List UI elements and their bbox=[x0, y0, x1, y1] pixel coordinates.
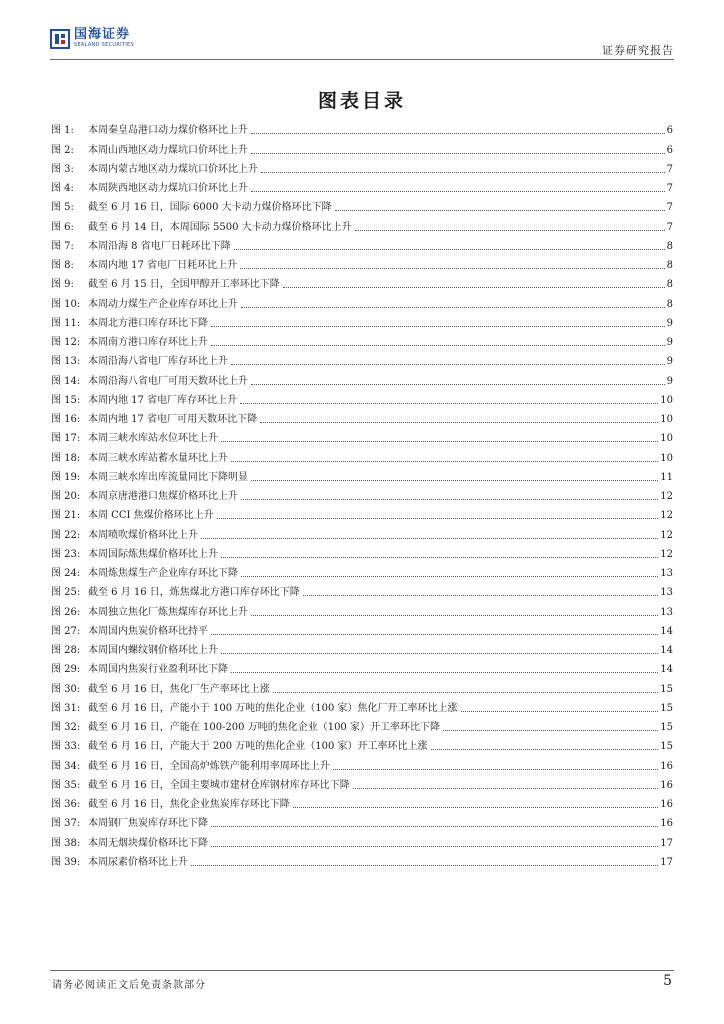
toc-figure-number: 图 16: bbox=[51, 414, 81, 425]
toc-dot-leader bbox=[283, 287, 665, 288]
toc-figure-number: 图 3: bbox=[51, 163, 74, 175]
toc-dot-leader bbox=[461, 711, 659, 712]
toc-page-number: 16 bbox=[660, 760, 673, 772]
toc-page-number: 10 bbox=[660, 414, 673, 425]
toc-page-number: 9 bbox=[666, 337, 673, 348]
toc-figure-title: 截至 6 月 16 日，全国高炉炼铁产能利用率周环比上升 bbox=[88, 760, 330, 772]
toc-figure-number: 图 26: bbox=[51, 606, 81, 618]
toc-figure-title: 本周山西地区动力煤坑口价环比上升 bbox=[88, 144, 248, 156]
toc-figure-title: 截至 6 月 16 日，产能在 100-200 万吨的焦化企业（100 家）开工率环比下降 bbox=[88, 722, 440, 733]
toc-page-number: 8 bbox=[666, 260, 673, 271]
toc-page-number: 10 bbox=[660, 433, 673, 445]
sealand-logo-icon bbox=[50, 29, 70, 49]
toc-figure-number: 图 29: bbox=[51, 664, 81, 676]
toc-figure-number: 图 15: bbox=[51, 394, 81, 406]
toc-figure-title: 本周北方港口库存环比下降 bbox=[88, 317, 208, 329]
toc-page-number: 15 bbox=[660, 683, 673, 695]
toc-figure-title: 本周三峡水库站水位环比上升 bbox=[88, 433, 218, 445]
toc-entry[interactable] bbox=[51, 253, 673, 272]
toc-figure-title: 本周内地 17 省电厂日耗环比上升 bbox=[88, 260, 238, 271]
toc-dot-leader bbox=[211, 345, 665, 346]
toc-figure-title: 截至 6 月 16 日，焦化厂生产率环比上涨 bbox=[88, 683, 270, 695]
toc-figure-title: 本周国内焦炭行业盈利环比下降 bbox=[88, 664, 228, 676]
toc-dot-leader bbox=[251, 153, 665, 154]
toc-dot-leader bbox=[211, 846, 658, 847]
toc-figure-title: 本周国内焦炭价格环比持平 bbox=[88, 625, 208, 637]
toc-dot-leader bbox=[191, 865, 658, 866]
toc-figure-number: 图 36: bbox=[51, 799, 81, 810]
toc-page-number: 15 bbox=[660, 741, 673, 753]
toc-figure-number: 图 22: bbox=[51, 529, 81, 541]
toc-page-number: 6 bbox=[666, 125, 673, 137]
toc-entry[interactable] bbox=[51, 580, 673, 599]
toc-dot-leader bbox=[221, 653, 658, 654]
toc-figure-number: 图 20: bbox=[51, 491, 81, 502]
toc-figure-number: 图 5: bbox=[51, 202, 74, 214]
toc-dot-leader bbox=[443, 730, 658, 731]
toc-entry[interactable] bbox=[51, 368, 673, 387]
toc-dot-leader bbox=[217, 518, 659, 519]
toc-figure-title: 本周 CCI 焦煤价格环比上升 bbox=[88, 510, 214, 522]
toc-page-number: 14 bbox=[660, 645, 673, 656]
toc-page-number: 10 bbox=[660, 394, 673, 406]
toc-figure-title: 本周内地 17 省电厂库存环比上升 bbox=[88, 394, 238, 406]
toc-page-number: 7 bbox=[666, 221, 673, 233]
toc-page-number: 9 bbox=[666, 375, 673, 387]
toc-figure-number: 图 11: bbox=[51, 317, 81, 329]
toc-dot-leader bbox=[333, 769, 658, 770]
toc-figure-title: 本周京唐港港口焦煤价格环比上升 bbox=[88, 491, 238, 502]
toc-figure-number: 图 12: bbox=[51, 337, 81, 348]
company-logo bbox=[50, 28, 134, 49]
toc-entry[interactable] bbox=[51, 811, 673, 830]
footer-divider bbox=[50, 970, 674, 971]
toc-figure-title: 本周沿海八省电厂库存环比上升 bbox=[88, 356, 228, 368]
toc-dot-leader bbox=[234, 249, 665, 250]
toc-dot-leader bbox=[240, 403, 658, 404]
toc-dot-leader bbox=[231, 364, 665, 365]
toc-entry[interactable] bbox=[51, 157, 673, 176]
toc-figure-title: 本周尿素价格环比上升 bbox=[88, 856, 188, 868]
toc-page-number: 7 bbox=[666, 163, 673, 175]
toc-figure-title: 本周沿海 8 省电厂日耗环比下降 bbox=[88, 240, 231, 252]
toc-entry[interactable] bbox=[51, 388, 673, 407]
toc-figure-number: 图 21: bbox=[51, 510, 81, 522]
toc-page-number: 16 bbox=[660, 779, 673, 791]
toc-figure-number: 图 31: bbox=[51, 702, 81, 714]
toc-entry[interactable] bbox=[51, 214, 673, 233]
toc-dot-leader bbox=[335, 210, 665, 211]
toc-figure-number: 图 37: bbox=[51, 818, 81, 830]
toc-page-number: 12 bbox=[660, 548, 673, 560]
toc-figure-number: 图 38: bbox=[51, 837, 81, 849]
logo-english-name: SEALAND SECURITIES bbox=[74, 42, 134, 48]
toc-dot-leader bbox=[355, 230, 665, 231]
toc-entry[interactable] bbox=[51, 522, 673, 541]
figure-index-list bbox=[51, 118, 673, 869]
toc-entry[interactable] bbox=[51, 465, 673, 484]
toc-figure-title: 本周南方港口库存环比上升 bbox=[88, 337, 208, 348]
toc-figure-number: 图 27: bbox=[51, 625, 81, 637]
toc-entry[interactable] bbox=[51, 561, 673, 580]
toc-figure-title: 本周喷吹煤价格环比上升 bbox=[88, 529, 198, 541]
toc-page-number: 12 bbox=[660, 529, 673, 541]
toc-figure-title: 本周秦皇岛港口动力煤价格环比上升 bbox=[88, 125, 248, 137]
toc-figure-title: 本周沿海八省电厂可用天数环比上升 bbox=[88, 375, 248, 387]
toc-figure-number: 图 28: bbox=[51, 645, 81, 656]
toc-dot-leader bbox=[211, 326, 665, 327]
toc-entry[interactable] bbox=[51, 176, 673, 195]
toc-figure-number: 图 25: bbox=[51, 587, 81, 599]
toc-figure-number: 图 4: bbox=[51, 183, 74, 194]
toc-dot-leader bbox=[211, 826, 658, 827]
toc-entry[interactable] bbox=[51, 407, 673, 426]
toc-entry[interactable] bbox=[51, 734, 673, 753]
toc-figure-title: 本周三峡水库出库流量同比下降明显 bbox=[88, 471, 248, 483]
toc-page-number: 16 bbox=[660, 818, 673, 830]
toc-dot-leader bbox=[240, 268, 665, 269]
toc-entry[interactable] bbox=[51, 195, 673, 214]
toc-entry[interactable] bbox=[51, 484, 673, 503]
toc-page-number: 12 bbox=[660, 491, 673, 502]
toc-figure-title: 本周内地 17 省电厂可用天数环比下降 bbox=[88, 414, 258, 425]
toc-entry[interactable] bbox=[51, 503, 673, 522]
toc-figure-title: 本周钢厂焦炭库存环比下降 bbox=[88, 818, 208, 830]
toc-figure-title: 本周内蒙古地区动力煤坑口价环比上升 bbox=[88, 163, 258, 175]
toc-page-number: 16 bbox=[660, 799, 673, 810]
toc-page-number: 15 bbox=[660, 722, 673, 733]
toc-dot-leader bbox=[221, 441, 658, 442]
toc-figure-number: 图 30: bbox=[51, 683, 81, 695]
toc-figure-number: 图 34: bbox=[51, 760, 81, 772]
toc-page-number: 12 bbox=[660, 510, 673, 522]
toc-figure-title: 本周陕西地区动力煤坑口价环比上升 bbox=[88, 183, 248, 194]
toc-dot-leader bbox=[251, 191, 665, 192]
toc-page-number: 14 bbox=[660, 625, 673, 637]
toc-figure-number: 图 13: bbox=[51, 356, 81, 368]
toc-dot-leader bbox=[251, 133, 665, 134]
toc-figure-number: 图 9: bbox=[51, 279, 74, 291]
toc-entry[interactable] bbox=[51, 272, 673, 291]
toc-page-number: 10 bbox=[660, 452, 673, 464]
toc-entry[interactable] bbox=[51, 426, 673, 445]
toc-entry[interactable] bbox=[51, 349, 673, 368]
logo-chinese-name: 国海证券 bbox=[74, 27, 131, 42]
toc-entry[interactable] bbox=[51, 137, 673, 156]
toc-dot-leader bbox=[260, 422, 658, 423]
toc-entry[interactable] bbox=[51, 850, 673, 869]
toc-page-number: 14 bbox=[660, 664, 673, 676]
toc-entry[interactable] bbox=[51, 311, 673, 330]
toc-entry[interactable] bbox=[51, 715, 673, 734]
toc-dot-leader bbox=[231, 461, 658, 462]
toc-figure-title: 本周国际炼焦煤价格环比上升 bbox=[88, 548, 218, 560]
toc-figure-number: 图 8: bbox=[51, 260, 74, 271]
toc-dot-leader bbox=[353, 788, 658, 789]
toc-dot-leader bbox=[241, 576, 658, 577]
toc-dot-leader bbox=[211, 634, 658, 635]
toc-dot-leader bbox=[251, 480, 658, 481]
toc-entry[interactable] bbox=[51, 830, 673, 849]
toc-figure-title: 截至 6 月 14 日，本周国际 5500 大卡动力煤价格环比上升 bbox=[88, 221, 352, 233]
toc-figure-title: 截至 6 月 16 日，焦化企业焦炭库存环比下降 bbox=[88, 799, 290, 810]
toc-dot-leader bbox=[251, 615, 658, 616]
toc-figure-title: 截至 6 月 16 日，炼焦煤北方港口库存环比下降 bbox=[88, 587, 300, 599]
toc-figure-number: 图 19: bbox=[51, 471, 81, 483]
toc-entry[interactable] bbox=[51, 118, 673, 137]
toc-page-number: 9 bbox=[666, 317, 673, 329]
toc-figure-number: 图 24: bbox=[51, 568, 81, 579]
toc-figure-number: 图 32: bbox=[51, 722, 81, 733]
toc-entry[interactable] bbox=[51, 753, 673, 772]
toc-page-number: 7 bbox=[666, 202, 673, 214]
toc-page-number: 11 bbox=[660, 471, 673, 483]
toc-dot-leader bbox=[431, 749, 659, 750]
toc-dot-leader bbox=[251, 384, 665, 385]
toc-page-number: 8 bbox=[666, 298, 673, 310]
toc-entry[interactable] bbox=[51, 657, 673, 676]
toc-figure-number: 图 10: bbox=[51, 298, 81, 310]
toc-entry[interactable] bbox=[51, 599, 673, 618]
toc-figure-title: 截至 6 月 15 日，全国甲醇开工率环比下降 bbox=[88, 279, 280, 291]
toc-page-number: 9 bbox=[666, 356, 673, 368]
toc-dot-leader bbox=[303, 595, 658, 596]
toc-page-number: 13 bbox=[660, 568, 673, 579]
toc-entry[interactable] bbox=[51, 773, 673, 792]
toc-figure-title: 截至 6 月 16 日，全国主要城市建材仓库钢材库存环比下降 bbox=[88, 779, 350, 791]
toc-entry[interactable] bbox=[51, 792, 673, 811]
toc-figure-title: 截至 6 月 16 日，产能小于 100 万吨的焦化企业（100 家）焦化厂开工率环比上涨 bbox=[88, 702, 458, 714]
toc-figure-number: 图 18: bbox=[51, 452, 81, 464]
toc-entry[interactable] bbox=[51, 445, 673, 464]
toc-page-number: 8 bbox=[666, 279, 673, 291]
toc-page-number: 15 bbox=[660, 702, 673, 714]
toc-entry[interactable] bbox=[51, 619, 673, 638]
toc-page-number: 8 bbox=[666, 240, 673, 252]
toc-entry[interactable] bbox=[51, 291, 673, 310]
toc-figure-title: 本周无烟块煤价格环比下降 bbox=[88, 837, 208, 849]
toc-figure-title: 本周三峡水库站蓄水量环比上升 bbox=[88, 452, 228, 464]
toc-page-number: 13 bbox=[660, 606, 673, 618]
toc-dot-leader bbox=[221, 557, 658, 558]
toc-entry[interactable] bbox=[51, 696, 673, 715]
toc-figure-number: 图 7: bbox=[51, 240, 74, 252]
header-divider bbox=[50, 59, 674, 60]
toc-figure-number: 图 23: bbox=[51, 548, 81, 560]
toc-dot-leader bbox=[201, 538, 658, 539]
toc-entry[interactable] bbox=[51, 542, 673, 561]
report-type-label: 证券研究报告 bbox=[602, 44, 674, 57]
toc-figure-number: 图 14: bbox=[51, 375, 81, 387]
page-header bbox=[50, 26, 674, 58]
toc-page-number: 17 bbox=[660, 837, 673, 849]
toc-figure-number: 图 6: bbox=[51, 221, 74, 233]
toc-entry[interactable] bbox=[51, 330, 673, 349]
toc-figure-number: 图 17: bbox=[51, 433, 81, 445]
toc-dot-leader bbox=[273, 692, 658, 693]
page-title: 图表目录 bbox=[317, 90, 406, 112]
disclaimer-note: 请务必阅读正文后免责条款部分 bbox=[52, 980, 206, 991]
toc-dot-leader bbox=[231, 672, 658, 673]
toc-figure-title: 本周动力煤生产企业库存环比上升 bbox=[88, 298, 238, 310]
toc-dot-leader bbox=[241, 499, 658, 500]
toc-page-number: 17 bbox=[660, 856, 673, 868]
page-number: 5 bbox=[663, 973, 672, 989]
toc-figure-title: 本周国内螺纹钢价格环比上升 bbox=[88, 645, 218, 656]
toc-figure-number: 图 1: bbox=[51, 125, 74, 137]
toc-figure-number: 图 2: bbox=[51, 144, 74, 156]
toc-dot-leader bbox=[261, 172, 665, 173]
toc-dot-leader bbox=[241, 307, 665, 308]
toc-figure-number: 图 35: bbox=[51, 779, 81, 791]
toc-figure-number: 图 39: bbox=[51, 856, 81, 868]
toc-page-number: 13 bbox=[660, 587, 673, 599]
toc-figure-title: 截至 6 月 16 日，产能大于 200 万吨的焦化企业（100 家）开工率环比上涨 bbox=[88, 741, 428, 753]
toc-entry[interactable] bbox=[51, 234, 673, 253]
toc-figure-title: 本周炼焦煤生产企业库存环比下降 bbox=[88, 568, 238, 579]
toc-entry[interactable] bbox=[51, 676, 673, 695]
toc-figure-title: 截至 6 月 16 日，国际 6000 大卡动力煤价格环比下降 bbox=[88, 202, 332, 214]
toc-entry[interactable] bbox=[51, 638, 673, 657]
toc-figure-number: 图 33: bbox=[51, 741, 81, 753]
toc-figure-title: 本周独立焦化厂炼焦煤库存环比上升 bbox=[88, 606, 248, 618]
toc-page-number: 7 bbox=[666, 183, 673, 194]
toc-dot-leader bbox=[293, 807, 658, 808]
toc-page-number: 6 bbox=[666, 144, 673, 156]
